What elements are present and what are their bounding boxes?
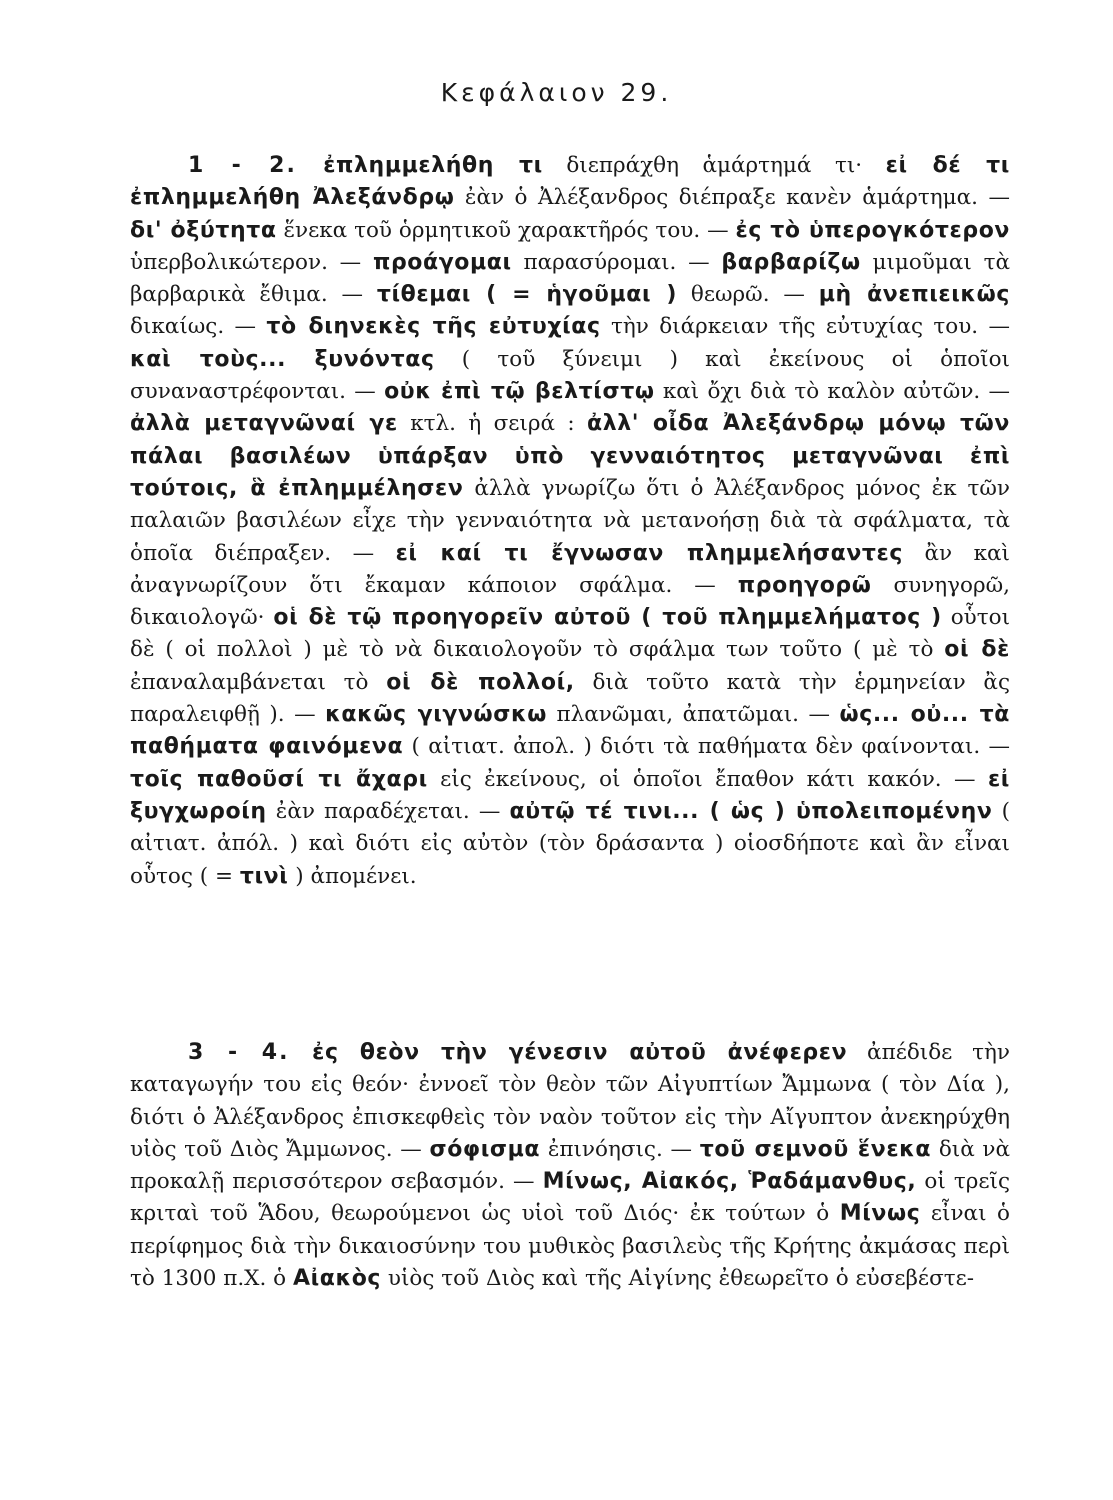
lemma-term: προηγορῶ	[737, 572, 872, 598]
lemma-term: τοῖς παθοῦσί τι ἄχαρι	[130, 766, 428, 792]
lemma-term: 3 - 4.	[188, 1040, 313, 1065]
lemma-term: αὐτῷ τέ τινι... ( ὡς ) ὑπολειπομένην	[509, 798, 993, 824]
gloss-text: οἱ τρεῖς κριταὶ τοῦ Ἅδου, θεωρούμενοι ὡς υἱοὶ τοῦ Διός· ἐκ τούτων ὁ	[130, 1169, 1010, 1227]
gloss-text: ὑπερβολικώτερον. —	[130, 249, 373, 275]
gloss-text: ἐὰν παραδέχεται. —	[266, 798, 510, 824]
commentary-paragraph-1	[130, 150, 1010, 893]
lemma-term: οὐκ ἐπὶ τῷ βελτίστῳ	[384, 379, 655, 405]
lemma-term: μὴ ἀνεπιεικῶς	[818, 282, 1011, 308]
gloss-text: ( αἰτιατ. ἀπολ. ) διότι τὰ παθήματα δὲν φαίνονται. —	[403, 734, 1010, 760]
lemma-term: οἱ δὲ	[944, 637, 1010, 663]
gloss-text: δικαίως. —	[130, 314, 267, 340]
gloss-text: διεπράχθη ἁμάρτημά τι·	[542, 153, 886, 178]
lemma-term: οἱ δὲ πολλοί,	[386, 669, 575, 695]
lemma-term: ἐς τὸ ὑπερογκότερον	[735, 217, 1011, 243]
lemma-term: σόφισμα	[429, 1136, 541, 1162]
lemma-term: εἰ ξυγχωροίη	[130, 766, 1010, 824]
gloss-text: ἂν καὶ ἀναγνωρίζουν ὅτι ἔκαμαν κάποιον σφάλμα. —	[130, 540, 1010, 598]
lemma-term: ἀλλ' οἶδα Ἀλεξάνδρῳ μόνῳ τῶν πάλαι βασιλέων ὑπάρξαν ὑπὸ γενναιότητος μεταγνῶναι ἐπὶ τούτοις, ἃ ἐπλημμέλησεν	[130, 411, 1010, 501]
lemma-term: τὸ διηνεκὲς τῆς εὐτυχίας	[266, 314, 601, 340]
gloss-text: καὶ ὄχι διὰ τὸ καλὸν αὐτῶν. —	[654, 379, 1010, 405]
gloss-text: ) ἀπομένει.	[288, 863, 417, 889]
gloss-text: ἕνεκα τοῦ ὁρμητικοῦ χαρακτῆρός του. —	[276, 217, 736, 243]
lemma-term: ἐπλημμελήθη τι	[323, 153, 543, 178]
gloss-text: ἐπαναλαμβάνεται τὸ	[130, 669, 387, 695]
gloss-text: οὗτοι δὲ ( οἱ πολλοὶ ) μὲ τὸ νὰ δικαιολογοῦν τὸ σφάλμα των τοῦτο ( μὲ τὸ	[130, 605, 1010, 663]
lemma-term: εἰ καί τι ἔγνωσαν πλημμελήσαντες	[395, 540, 904, 566]
lemma-term: τίθεμαι ( = ἡγοῦμαι )	[376, 282, 678, 308]
gloss-text: συνηγορῶ, δικαιολογῶ·	[130, 572, 1010, 631]
lemma-term: προάγομαι	[372, 249, 512, 275]
lemma-term: εἰ δέ τι ἐπλημμελήθη Ἀλεξάνδρῳ	[130, 153, 1010, 211]
lemma-term: Μίνως	[839, 1201, 921, 1227]
lemma-term: Μίνως, Αἰακός, Ῥαδάμανθυς,	[542, 1169, 917, 1195]
gloss-text: εἰς ἐκείνους, οἱ ὁποῖοι ἔπαθον κάτι κακόν. —	[427, 766, 988, 792]
lemma-term: οἱ δὲ τῷ προηγορεῖν αὐτοῦ ( τοῦ πλημμελήματος )	[273, 605, 942, 631]
gloss-text: ἐπινόησις. —	[540, 1136, 700, 1162]
lemma-term: καὶ τοὺς... ξυνόντας	[130, 346, 435, 372]
gloss-text: ἐὰν ὁ Ἀλέξανδρος διέπραξε κανὲν ἁμάρτημα. —	[454, 185, 1010, 211]
gloss-text: ἀπέδιδε τὴν καταγωγήν του εἰς θεόν· ἐννοεῖ τὸν θεὸν τῶν Αἰγυπτίων Ἄμμωνα ( τὸν Δία ), διότι ὁ Ἀλέξανδρος ἐπισκεφθεὶς τὸν ναὸν τοῦτον εἰς τὴν Αἴγυπτον ἀνεκηρύχθη υἱὸς τοῦ Διὸς Ἄμμωνος. —	[130, 1040, 1010, 1162]
lemma-term: κακῶς γιγνώσκω	[325, 702, 547, 728]
lemma-term: βαρβαρίζω	[721, 249, 861, 275]
gloss-text: εἶναι ὁ περίφημος διὰ τὴν δικαιοσύνην του μυθικὸς βασιλεὺς τῆς Κρήτης ἀκμάσας περὶ τὸ 1300 π.Χ. ὁ	[130, 1201, 1010, 1292]
gloss-text: ( αἰτιατ. ἀπόλ. ) καὶ διότι εἰς αὐτὸν (τὸν δράσαντα ) οἱοσδήποτε καὶ ἂν εἶναι οὗτος ( =	[130, 798, 1010, 889]
chapter-title: Κεφάλαιον 29.	[440, 78, 673, 107]
commentary-paragraph-2	[130, 1037, 1010, 1295]
gloss-text: πλανῶμαι, ἀπατῶμαι. —	[546, 702, 840, 728]
lemma-term: Αἰακὸς	[292, 1266, 382, 1292]
gloss-text: τὴν διάρκειαν τῆς εὐτυχίας του. —	[600, 314, 1010, 340]
gloss-text: υἱὸς τοῦ Διὸς καὶ τῆς Αἰγίνης ἐθεωρεῖτο ὁ εὐσεβέστε-	[381, 1266, 975, 1292]
gloss-text: μιμοῦμαι τὰ βαρβαρικὰ ἔθιμα. —	[130, 249, 1010, 308]
lemma-term: ὡς... οὐ... τὰ παθήματα φαινόμενα	[130, 702, 1010, 760]
lemma-term: τινὶ	[239, 863, 289, 889]
gloss-text: ( τοῦ ξύνειμι ) καὶ ἐκείνους οἱ ὁποῖοι συναναστρέφονται. —	[130, 346, 1010, 405]
lemma-term: ἐς θεὸν τὴν γένεσιν αὐτοῦ ἀνέφερεν	[312, 1040, 848, 1065]
gloss-text: κτλ. ἡ σειρά :	[397, 411, 587, 437]
lemma-term: 1 - 2.	[188, 153, 324, 178]
gloss-text: διὰ τοῦτο κατὰ τὴν ἑρμηνείαν ἂς παραλειφθῇ ). —	[130, 669, 1010, 728]
gloss-text: διὰ νὰ προκαλῇ περισσότερον σεβασμόν. —	[130, 1136, 1010, 1195]
lemma-term: δι' ὀξύτητα	[130, 217, 277, 243]
gloss-text: θεωρῶ. —	[677, 282, 819, 308]
gloss-text: ἀλλὰ γνωρίζω ὅτι ὁ Ἀλέξανδρος μόνος ἐκ τῶν παλαιῶν βασιλέων εἶχε τὴν γενναιότητα νὰ μετανοήσῃ διὰ τὰ σφάλματα, τὰ ὁποῖα διέπραξεν. —	[130, 475, 1010, 566]
gloss-text: παρασύρομαι. —	[511, 249, 722, 275]
lemma-term: ἀλλὰ μεταγνῶναί γε	[130, 411, 398, 437]
lemma-term: τοῦ σεμνοῦ ἕνεκα	[699, 1136, 932, 1162]
